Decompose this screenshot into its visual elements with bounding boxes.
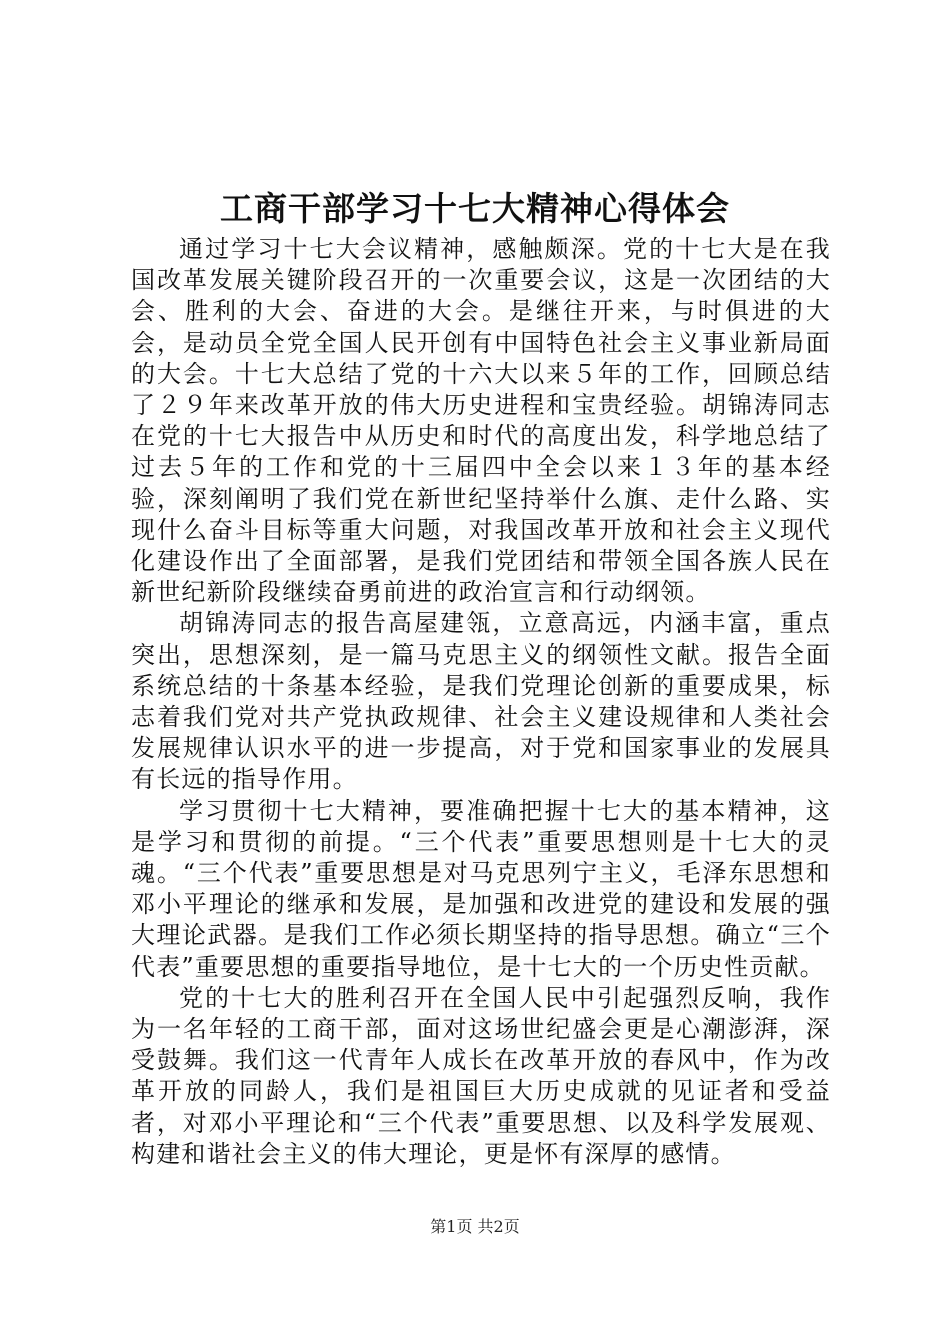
page-footer	[0, 1216, 950, 1238]
paragraph-1: 通过学习十七大会议精神，感触颇深。党的十七大是在我国改革发展关键阶段召开的一次重要会议，这是一次团结的大会、胜利的大会、奋进的大会。是继往开来，与时俱进的大会，是动员全党全国人民开创有中国特色社会主义事业新局面的大会。十七大总结了党的十六大以来５年的工作，回顾总结了２９年来改革开放的伟大历史进程和宝贵经验。胡锦涛同志在党的十七大报告中从历史和时代的高度出发，科学地总结了过去５年的工作和党的十三届四中全会以来１３年的基本经验，深刻阐明了我们党在新世纪坚持举什么旗、走什么路、实现什么奋斗目标等重大问题，对我国改革开放和社会主义现代化建设作出了全面部署，是我们党团结和带领全国各族人民在新世纪新阶段继续奋勇前进的政治宣言和行动纲领。	[131, 235, 831, 607]
paragraph-3: 学习贯彻十七大精神，要准确把握十七大的基本精神，这是学习和贯彻的前提。“三个代表”重要思想则是十七大的灵魂。“三个代表”重要思想是对马克思列宁主义，毛泽东思想和邓小平理论的继承和发展，是加强和改进党的建设和发展的强大理论武器。是我们工作必须长期坚持的指导思想。确立“三个代表”重要思想的重要指导地位，是十七大的一个历史性贡献。	[131, 796, 831, 981]
paragraph-4: 党的十七大的胜利召开在全国人民中引起强烈反响，我作为一名年轻的工商干部，面对这场世纪盛会更是心潮澎湃，深受鼓舞。我们这一代青年人成长在改革开放的春风中，作为改革开放的同龄人，我们是祖国巨大历史成就的见证者和受益者，对邓小平理论和“三个代表”重要思想、以及科学发展观、构建和谐社会主义的伟大理论，更是怀有深厚的感情。	[131, 983, 831, 1168]
document-title: 工商干部学习十七大精神心得体会	[220, 189, 730, 228]
paragraph-2: 胡锦涛同志的报告高屋建瓴，立意高远，内涵丰富，重点突出，思想深刻，是一篇马克思主义的纲领性文献。报告全面系统总结的十条基本经验，是我们党理论创新的重要成果，标志着我们党对共产党执政规律、社会主义建设规律和人类社会发展规律认识水平的进一步提高，对于党和国家事业的发展具有长远的指导作用。	[131, 609, 831, 794]
page-number-indicator: 第1页 共2页	[430, 1217, 520, 1236]
document-body	[131, 234, 831, 1170]
